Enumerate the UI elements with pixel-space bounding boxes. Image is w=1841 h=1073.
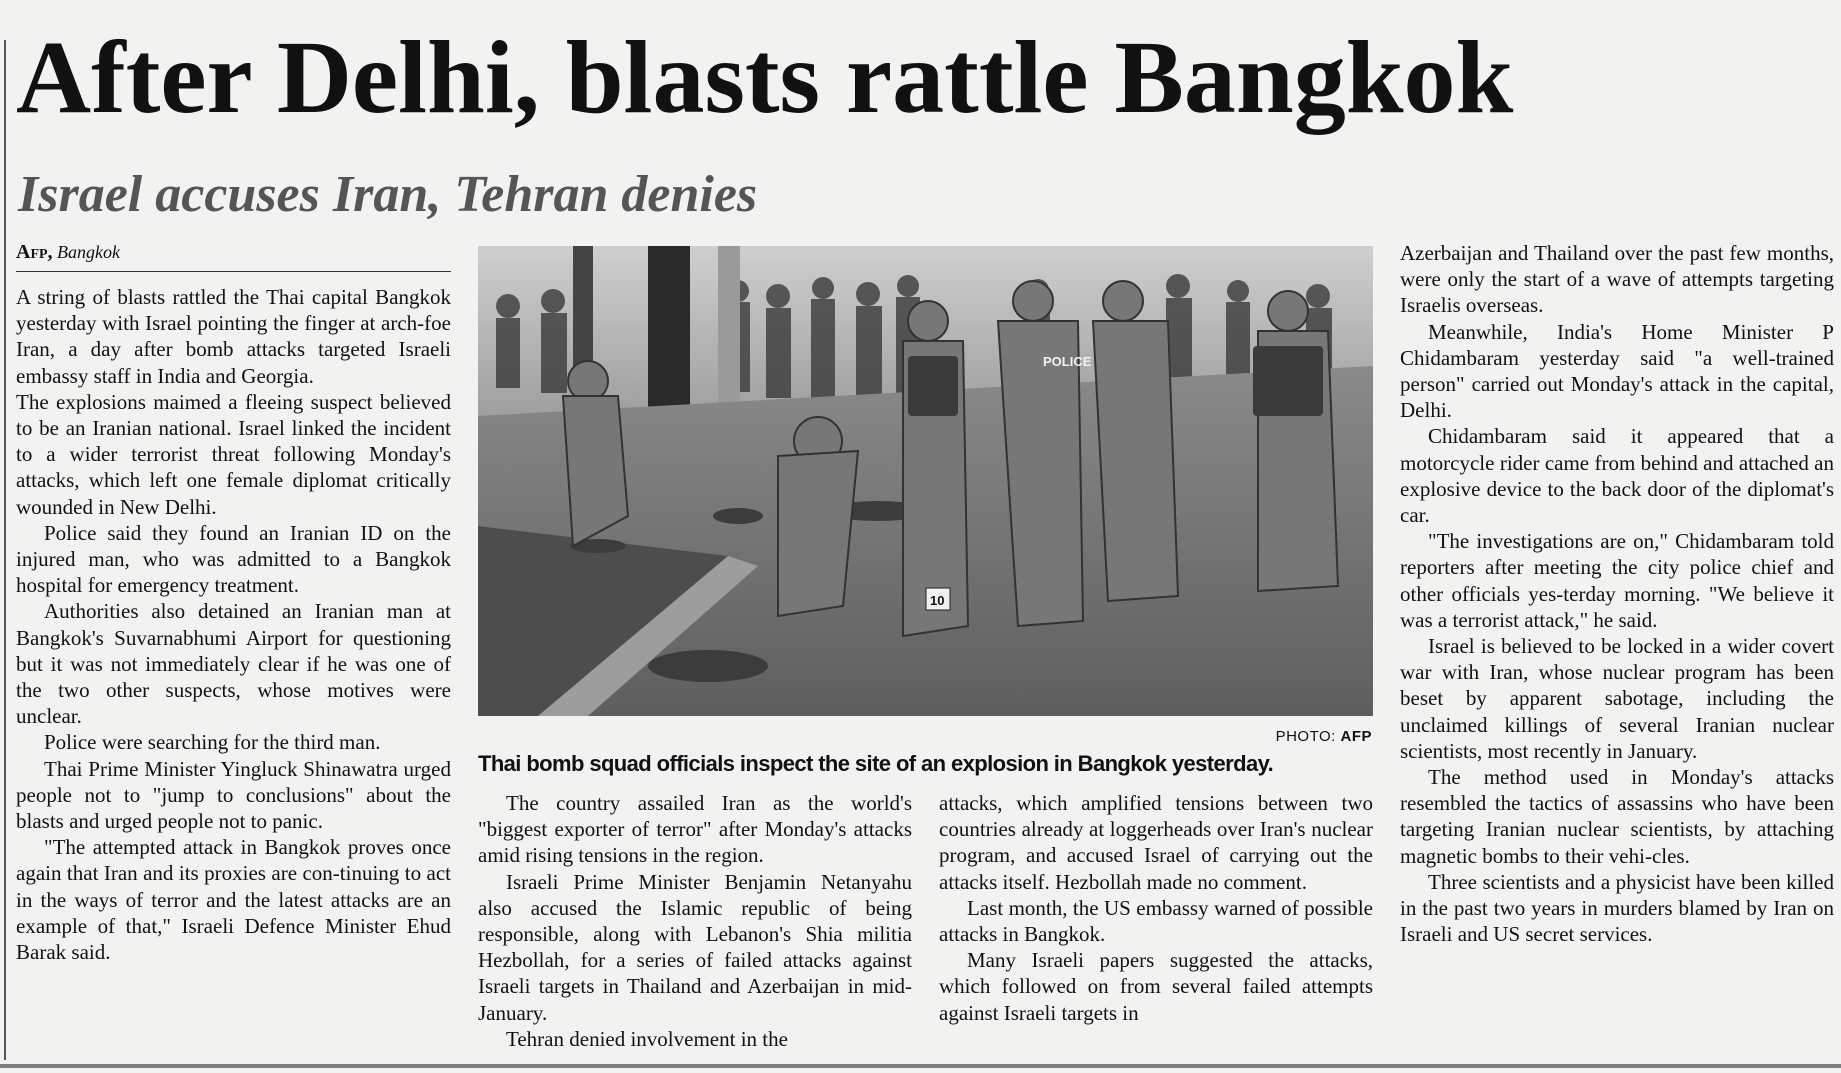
article-paragraph: "The investigations are on," Chidambaram told reporters after meeting the city police chief and other officials yes-terday morning. "We believe it was a terrorist attack," he said. — [1400, 529, 1834, 632]
article-paragraph: Thai Prime Minister Yingluck Shinawatra urged people not to "jump to conclusions" about the blasts and urged people not to panic. — [16, 756, 451, 834]
photo-credit-label: PHOTO: — [1275, 728, 1336, 745]
article-paragraph: "The attempted attack in Bangkok proves once again that Iran and its proxies are con-tinuing to act in the ways of terror and the latest attacks are an example of that," Israeli Defence Minister Ehud Barak said. — [16, 835, 451, 965]
byline-agency: Afp, — [16, 241, 53, 263]
subheadline: Israel accuses Iran, Tehran denies — [18, 166, 758, 223]
article-paragraph: The explosions maimed a fleeing suspect believed to be an Iranian national. Israel linked the incident to a wider terrorist threat following Monday's attacks, which left one female diplomat critically wounded in New Delhi. — [16, 389, 451, 519]
news-photo — [478, 246, 1373, 716]
article-paragraph: Meanwhile, India's Home Minister P Chidambaram yesterday said "a well-trained person" carried out Monday's attack in the capital, Delhi. — [1400, 319, 1834, 423]
left-column-rule — [4, 40, 6, 1060]
article-paragraph: Israel is believed to be locked in a wider covert war with Iran, whose nuclear program has been beset by apparent sabotage, including the unclaimed killings of several Iranian nuclear scientists, most recently in January. — [1400, 634, 1834, 763]
photo-credit — [1160, 728, 1372, 745]
article-paragraph: Police were searching for the third man. — [44, 730, 381, 755]
article-paragraph: Israeli Prime Minister Benjamin Netanyahu also accused the Islamic republic of being responsible, along with Lebanon's Shia militia Hezbollah, for a series of failed attacks against Israeli targets in Thailand and Azerbaijan in mid-January. — [478, 869, 912, 1025]
article-paragraph: A string of blasts rattled the Thai capital Bangkok yesterday with Israel pointing the finger at arch-foe Iran, a day after bomb attacks targeted Israeli embassy staff in India and Georgia. — [16, 285, 451, 388]
photo-credit-source: AFP — [1340, 728, 1372, 745]
article-paragraph: The country assailed Iran as the world's "biggest exporter of terror" after Monday's attacks amid rising tensions in the region. — [478, 791, 912, 868]
article-paragraph: The method used in Monday's attacks resembled the tactics of assassins who have been targeting Iranian nuclear scientists, by attaching magnetic bombs to their vehi-cles. — [1400, 765, 1834, 868]
police-vest-text: POLICE — [1043, 354, 1092, 369]
bottom-rule — [0, 1064, 1841, 1068]
article-paragraph: Azerbaijan and Thailand over the past few months, were only the start of a wave of attempts targeting Israelis overseas. — [1400, 241, 1834, 318]
headline: After Delhi, blasts rattle Bangkok — [16, 20, 1514, 135]
article-paragraph: Police said they found an Iranian ID on the injured man, who was admitted to a Bangkok hospital for emergency treatment. — [16, 520, 451, 598]
article-paragraph: Many Israeli papers suggested the attacks, which followed on from several failed attempts against Israeli targets in — [939, 948, 1373, 1025]
photo-caption: Thai bomb squad officials inspect the site of an explosion in Bangkok yesterday. — [478, 751, 1274, 776]
article-paragraph: Three scientists and a physicist have been killed in the past two years in murders blamed by Iran on Israeli and US secret services. — [1400, 869, 1834, 947]
article-paragraph: Last month, the US embassy warned of possible attacks in Bangkok. — [939, 895, 1373, 947]
bomb-squad-scene-illustration — [478, 246, 1373, 716]
article-column-2 — [478, 790, 912, 1054]
article-column-3 — [939, 790, 1373, 1054]
byline-place: Bangkok — [57, 242, 121, 262]
byline — [16, 241, 451, 272]
article-column-4 — [1400, 240, 1834, 1056]
article-paragraph: attacks, which amplified tensions between two countries already at loggerheads over Iran's nuclear program, and accused Israel of carrying out the attacks itself. Hezbollah made no comment. — [939, 791, 1373, 894]
article-paragraph: Chidambaram said it appeared that a motorcycle rider came from behind and attached an explosive device to the back door of the diplomat's car. — [1400, 424, 1834, 528]
article-paragraph: Tehran denied involvement in the — [506, 1026, 788, 1051]
article-paragraph: Authorities also detained an Iranian man at Bangkok's Suvarnabhumi Airport for questioning but it was not immediately clear if he was one of the two other suspects, whose motives were unclear. — [16, 599, 451, 729]
evidence-marker-number: 10 — [930, 593, 945, 608]
article-column-1 — [16, 284, 451, 1056]
